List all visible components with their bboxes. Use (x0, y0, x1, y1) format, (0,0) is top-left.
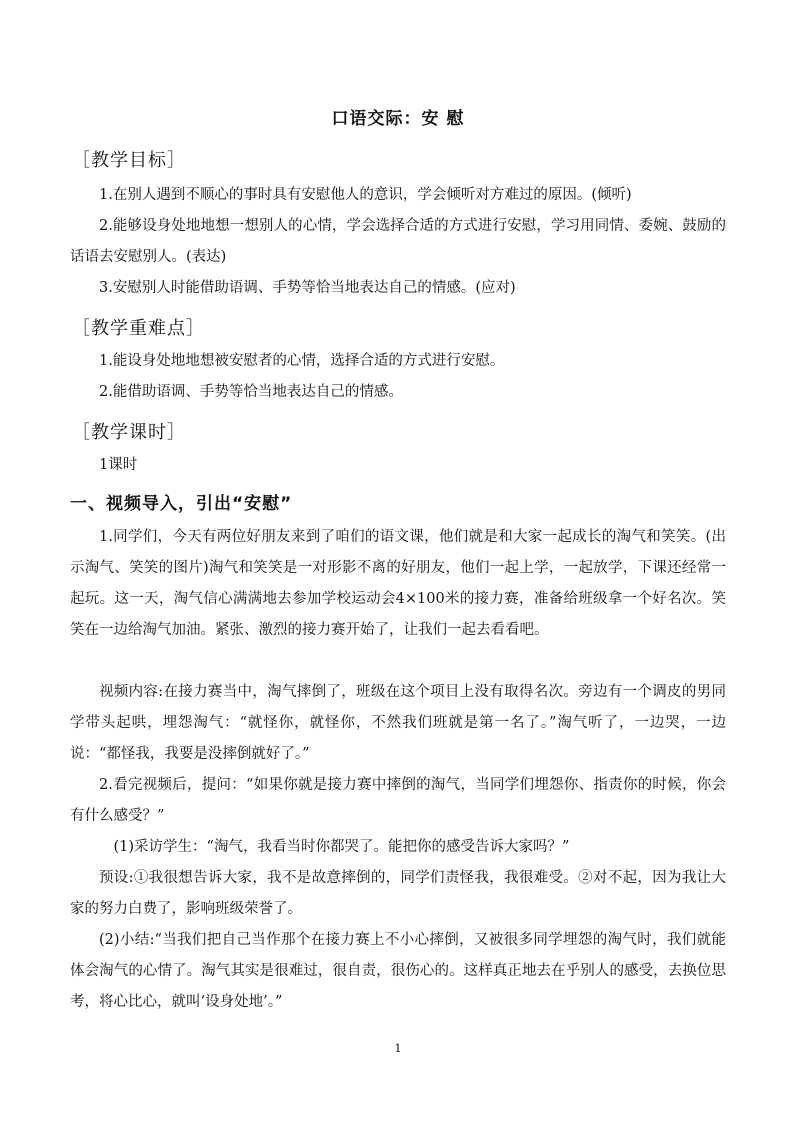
goals-heading: ［教学目标］ (72, 150, 186, 171)
paragraph: (1)采访学生：“淘气，我看当时你都哭了。能把你的感受告诉大家吗？” (113, 839, 570, 855)
paragraph: 1.同学们，今天有两位好朋友来到了咱们的语文课，他们就是和大家一起成长的淘气和笑笑。(出示淘气、笑笑的图片)淘气和笑笑是一对形影不离的好朋友，他们一起上学，一起放学，下课还经常一起玩。这一天，淘气信心满满地去参加学校运动会4×100米的接力赛，准备给班级拿一个好名次。笑笑在一边给淘气加油。紧张、激烈的接力赛开始了，让我们一起去看看吧。 (70, 529, 726, 638)
key-point-2: 2.能借助语调、手势等恰当地表达自己的情感。 (99, 384, 403, 400)
key-points-heading: ［教学重难点］ (72, 318, 205, 339)
paragraph: 预设:①我很想告诉大家，我不是故意摔倒的，同学们责怪我，我很难受。②对不起，因为我让大家的努力白费了，影响班级荣誉了。 (70, 870, 726, 917)
class-time-heading: ［教学课时］ (72, 422, 186, 443)
page-number: 1 (394, 1042, 402, 1055)
goal-1: 1.在别人遇到不顺心的事时具有安慰他人的意识，学会倾听对方难过的原因。(倾听) (99, 187, 632, 203)
paragraph: 2.看完视频后，提问：“如果你就是接力赛中摔倒的淘气，当同学们埋怨你、指责你的时候，你会有什么感受？” (70, 777, 726, 824)
goal-3: 3.安慰别人时能借助语调、手势等恰当地表达自己的情感。(应对) (99, 280, 516, 296)
class-time-value: 1课时 (99, 457, 138, 473)
paragraph: (2)小结:“当我们把自己当作那个在接力赛上不小心摔倒，又被很多同学埋怨的淘气时，我们就能体会淘气的心情了。淘气其实是很难过，很自责，很伤心的。这样真正地去在乎别人的感受，去换位思考，将心比心，就叫‘设身处地’。” (70, 932, 726, 1010)
key-point-1: 1.能设身处地地想被安慰者的心情，选择合适的方式进行安慰。 (99, 353, 505, 369)
page-title: 口语交际：安 慰 (331, 109, 465, 129)
part-1-heading: 一、视频导入，引出“安慰” (70, 494, 293, 514)
goal-2: 2.能够设身处地地想一想别人的心情，学会选择合适的方式进行安慰，学习用同情、委婉、鼓励的话语去安慰别人。(表达) (70, 218, 726, 265)
paragraph: 视频内容:在接力赛当中，淘气摔倒了，班级在这个项目上没有取得名次。旁边有一个调皮的男同学带头起哄，埋怨淘气：“就怪你，就怪你，不然我们班就是第一名了。”淘气听了，一边哭，一边说：“都怪我，我要是没摔倒就好了。” (70, 684, 726, 762)
